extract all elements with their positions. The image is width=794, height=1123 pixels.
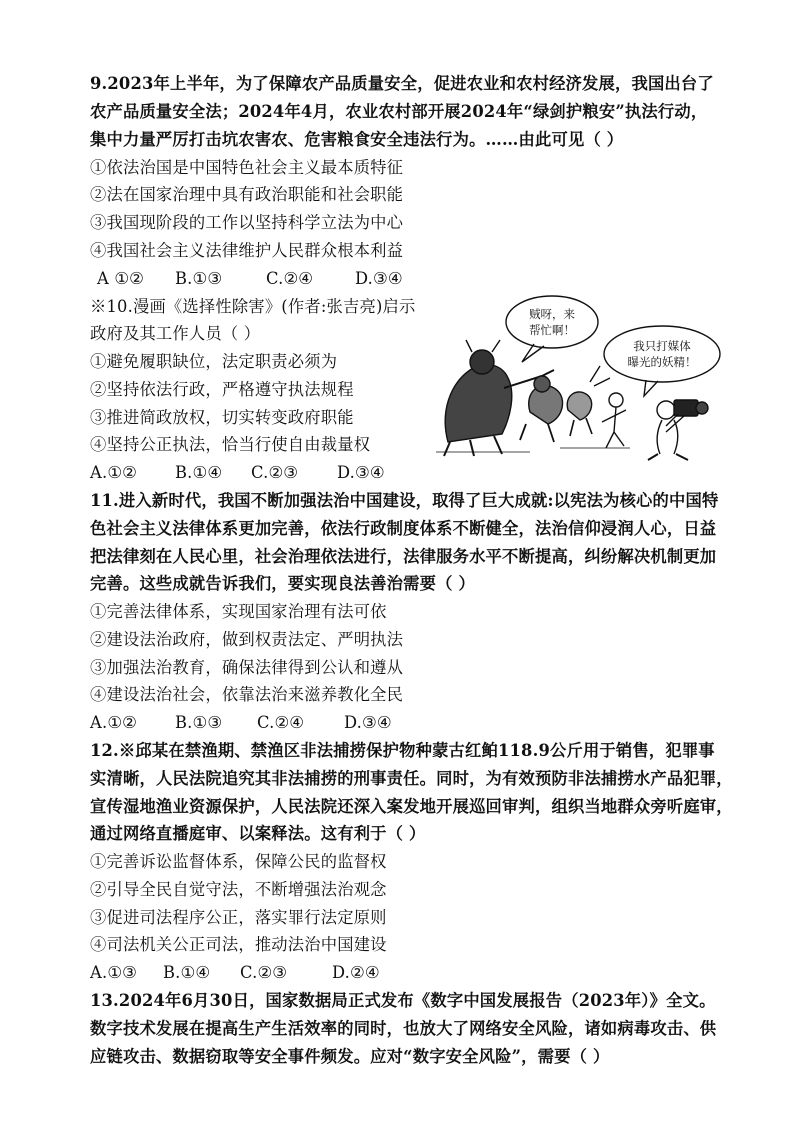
q11-option-a: A.①②	[90, 713, 137, 732]
q11-item-3: ③加强法治教育，确保法律得到公认和遵从	[90, 658, 404, 677]
q9-stem-line-3: 集中力量严厉打击坑农害农、危害粮食安全违法行为。……由此可见（ ）	[90, 130, 624, 149]
q12-item-3: ③促进司法程序公正，落实罪行法定原则	[90, 908, 387, 927]
q12-options	[90, 962, 380, 984]
q10-option-b: B.①④	[175, 463, 223, 482]
q11-option-d: D.③④	[344, 713, 392, 732]
q12-stem-line-3: 宣传湿地渔业资源保护，人民法院还深入案发地开展巡回审判，组织当地群众旁听庭审，	[90, 797, 733, 816]
q12-option-c: C.②③	[240, 963, 288, 982]
q9-item-2: ②法在国家治理中具有政治职能和社会职能	[90, 185, 404, 204]
q12-item-2: ②引导全民自觉守法，不断增强法治观念	[90, 880, 387, 899]
q9-option-b: B.①③	[175, 269, 223, 288]
q9-option-d: D.③④	[355, 269, 403, 288]
q12-stem-line-4: 通过网络直播庭审、以案释法。这有利于（ ）	[90, 824, 426, 843]
q13-stem-line-1: 13.2024年6月30日，国家数据局正式发布《数字中国发展报告（2023年）》全文。	[90, 991, 716, 1010]
q11-item-2: ②建设法治政府，做到权责法定、严明执法	[90, 630, 404, 649]
q10-options	[90, 462, 385, 484]
q9-stem-line-2: 农产品质量安全法；2024年4月，农业农村部开展2024年“绿剑护粮安”执法行动，	[90, 102, 708, 121]
q10-item-2: ②坚持依法行政，严格遵守执法规程	[90, 380, 354, 399]
q12-item-1: ①完善诉讼监督体系，保障公民的监督权	[90, 852, 387, 871]
speech-bubble-left	[506, 296, 598, 348]
q11-option-b: B.①③	[175, 713, 223, 732]
q11-options	[90, 712, 392, 734]
q9-option-a: A ①②	[97, 269, 144, 288]
cartoon-selective-pest-removal	[430, 292, 726, 462]
bubble-left-line-2: 帮忙啊！	[529, 323, 575, 337]
q12-item-4: ④司法机关公正司法，推动法治中国建设	[90, 935, 387, 954]
q11-stem-line-3: 把法律刻在人民心里，社会治理依法进行，法律服务水平不断提高，纠纷解决机制更加	[90, 547, 717, 566]
q11-stem-line-1: 11.进入新时代，我国不断加强法治中国建设，取得了巨大成就:以宪法为核心的中国特	[90, 491, 719, 510]
q11-option-c: C.②④	[257, 713, 305, 732]
q9-options	[97, 268, 403, 290]
q12-option-d: D.②④	[332, 963, 380, 982]
q9-item-1: ①依法治国是中国特色社会主义最本质特征	[90, 158, 404, 177]
q10-item-4: ④坚持公正执法，恰当行使自由裁量权	[90, 435, 371, 454]
q9-item-4: ④我国社会主义法律维护人民群众根本利益	[90, 241, 404, 260]
q9-item-3: ③我国现阶段的工作以坚持科学立法为中心	[90, 213, 404, 232]
speech-bubble-right	[604, 326, 720, 382]
q11-item-1: ①完善法律体系，实现国家治理有法可依	[90, 602, 387, 621]
q10-item-3: ③推进简政放权，切实转变政府职能	[90, 408, 354, 427]
q12-stem-line-2: 实清晰，人民法院追究其非法捕捞的刑事责任。同时，为有效预防非法捕捞水产品犯罪，	[90, 769, 733, 788]
q13-stem-line-3: 应链攻击、数据窃取等安全事件频发。应对“数字安全风险”，需要（ ）	[90, 1047, 610, 1066]
bubble-right-line-2: 曝光的妖精！	[627, 355, 697, 369]
q13-stem-line-2: 数字技术发展在提高生产生活效率的同时，也放大了网络安全风险，诸如病毒攻击、供	[90, 1019, 717, 1038]
q10-stem-line-1: ※10.漫画《选择性除害》(作者:张吉亮)启示	[90, 297, 416, 316]
q10-option-a: A.①②	[90, 463, 137, 482]
bubble-left-line-1: 贼呀，来	[529, 307, 575, 321]
q11-item-4: ④建设法治社会，依靠法治来滋养教化全民	[90, 685, 404, 704]
q12-stem-line-1: 12.※邱某在禁渔期、禁渔区非法捕捞保护物种蒙古红鲌118.9公斤用于销售，犯罪事	[90, 741, 715, 760]
q10-option-d: D.③④	[337, 463, 385, 482]
bubble-right-line-1: 我只打媒体	[633, 339, 691, 353]
q10-stem-line-2: 政府及其工作人员（ ）	[90, 324, 261, 343]
q12-option-b: B.①④	[163, 963, 211, 982]
q10-item-1: ①避免履职缺位，法定职责必须为	[90, 352, 338, 371]
q10-option-c: C.②③	[251, 463, 299, 482]
q9-stem-line-1: 9.2023年上半年，为了保障农产品质量安全，促进农业和农村经济发展，我国出台了	[90, 74, 714, 93]
q11-stem-line-4: 完善。这些成就告诉我们，要实现良法善治需要（ ）	[90, 574, 475, 593]
q9-option-c: C.②④	[266, 269, 314, 288]
q11-stem-line-2: 色社会主义法律体系更加完善，依法行政制度体系不断健全，法治信仰浸润人心，日益	[90, 519, 717, 538]
q12-option-a: A.①③	[90, 963, 137, 982]
